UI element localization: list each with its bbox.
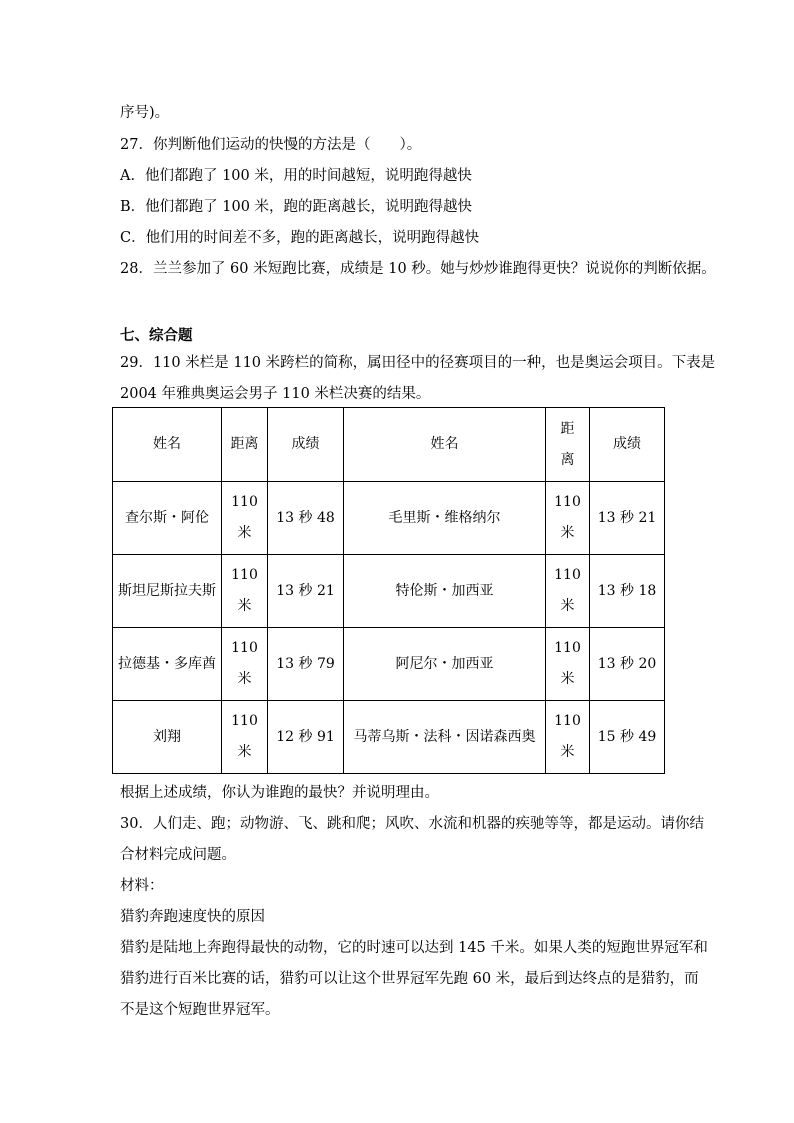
cell-distance: 110 米: [222, 482, 268, 555]
cell-distance: 110 米: [546, 482, 590, 555]
cell-distance: 110 米: [222, 701, 268, 774]
cell-distance: 110 米: [546, 701, 590, 774]
header-distance-2: 距离: [546, 408, 590, 482]
question-30-line-1: 30．人们走、跑；动物游、飞、跳和爬；风吹、水流和机器的疾驰等等，都是运动。请你结: [120, 816, 704, 832]
question-27: 27．你判断他们运动的快慢的方法是（ ）。: [120, 137, 422, 153]
material-label: 材料：: [120, 878, 164, 894]
cell-result: 13 秒 21: [590, 482, 665, 555]
cell-distance: 110 米: [546, 555, 590, 628]
question-29-prompt: 根据上述成绩，你认为谁跑的最快？并说明理由。: [120, 785, 439, 801]
header-name-1: 姓名: [113, 408, 222, 482]
cell-result: 13 秒 48: [268, 482, 344, 555]
cell-result: 12 秒 91: [268, 701, 344, 774]
cell-name: 刘翔: [113, 701, 222, 774]
material-line-1: 猎豹是陆地上奔跑得最快的动物，它的时速可以达到 145 千米。如果人类的短跑世界冠军和: [120, 940, 708, 956]
cell-distance: 110 米: [546, 628, 590, 701]
material-line-2: 猎豹进行百米比赛的话，猎豹可以让这个世界冠军先跑 60 米，最后到达终点的是猎豹，而: [120, 971, 699, 987]
table-header-row: [113, 408, 665, 482]
text-line-order: 序号)。: [120, 105, 170, 121]
cell-name: 马蒂乌斯・法科・因诺森西奥: [344, 701, 546, 774]
cell-name: 查尔斯・阿伦: [113, 482, 222, 555]
cell-name: 斯坦尼斯拉夫斯: [113, 555, 222, 628]
table-row: [113, 555, 665, 628]
cell-distance: 110 米: [222, 628, 268, 701]
question-29-line-1: 29．110 米栏是 110 米跨栏的简称，属田径中的径赛项目的一种，也是奥运会项目。下表是: [120, 355, 716, 371]
table-row: [113, 701, 665, 774]
material-line-3: 不是这个短跑世界冠军。: [120, 1002, 280, 1018]
material-title: 猎豹奔跑速度快的原因: [120, 909, 265, 925]
header-name-2: 姓名: [344, 408, 546, 482]
cell-result: 15 秒 49: [590, 701, 665, 774]
option-27-c: C．他们用的时间差不多，跑的距离越长，说明跑得越快: [120, 230, 480, 246]
header-result-1: 成绩: [268, 408, 344, 482]
section-7-heading: 七、综合题: [120, 327, 193, 344]
cell-name: 拉德基・多库酋: [113, 628, 222, 701]
cell-result: 13 秒 79: [268, 628, 344, 701]
question-30-line-2: 合材料完成问题。: [120, 847, 236, 863]
cell-name: 特伦斯・加西亚: [344, 555, 546, 628]
option-27-b: B．他们都跑了 100 米，跑的距离越长，说明跑得越快: [120, 199, 473, 215]
cell-name: 阿尼尔・加西亚: [344, 628, 546, 701]
question-28: 28．兰兰参加了 60 米短跑比赛，成绩是 10 秒。她与炒炒谁跑得更快？说说你的判断依据。: [120, 261, 716, 277]
cell-result: 13 秒 20: [590, 628, 665, 701]
question-29-line-2: 2004 年雅典奥运会男子 110 米栏决赛的结果。: [120, 386, 431, 402]
header-distance-1: 距离: [222, 408, 268, 482]
header-result-2: 成绩: [590, 408, 665, 482]
results-table: [112, 407, 665, 774]
cell-name: 毛里斯・维格纳尔: [344, 482, 546, 555]
cell-distance: 110 米: [222, 555, 268, 628]
option-27-a: A．他们都跑了 100 米，用的时间越短，说明跑得越快: [120, 168, 472, 184]
cell-result: 13 秒 18: [590, 555, 665, 628]
cell-result: 13 秒 21: [268, 555, 344, 628]
table-row: [113, 628, 665, 701]
table-row: [113, 482, 665, 555]
